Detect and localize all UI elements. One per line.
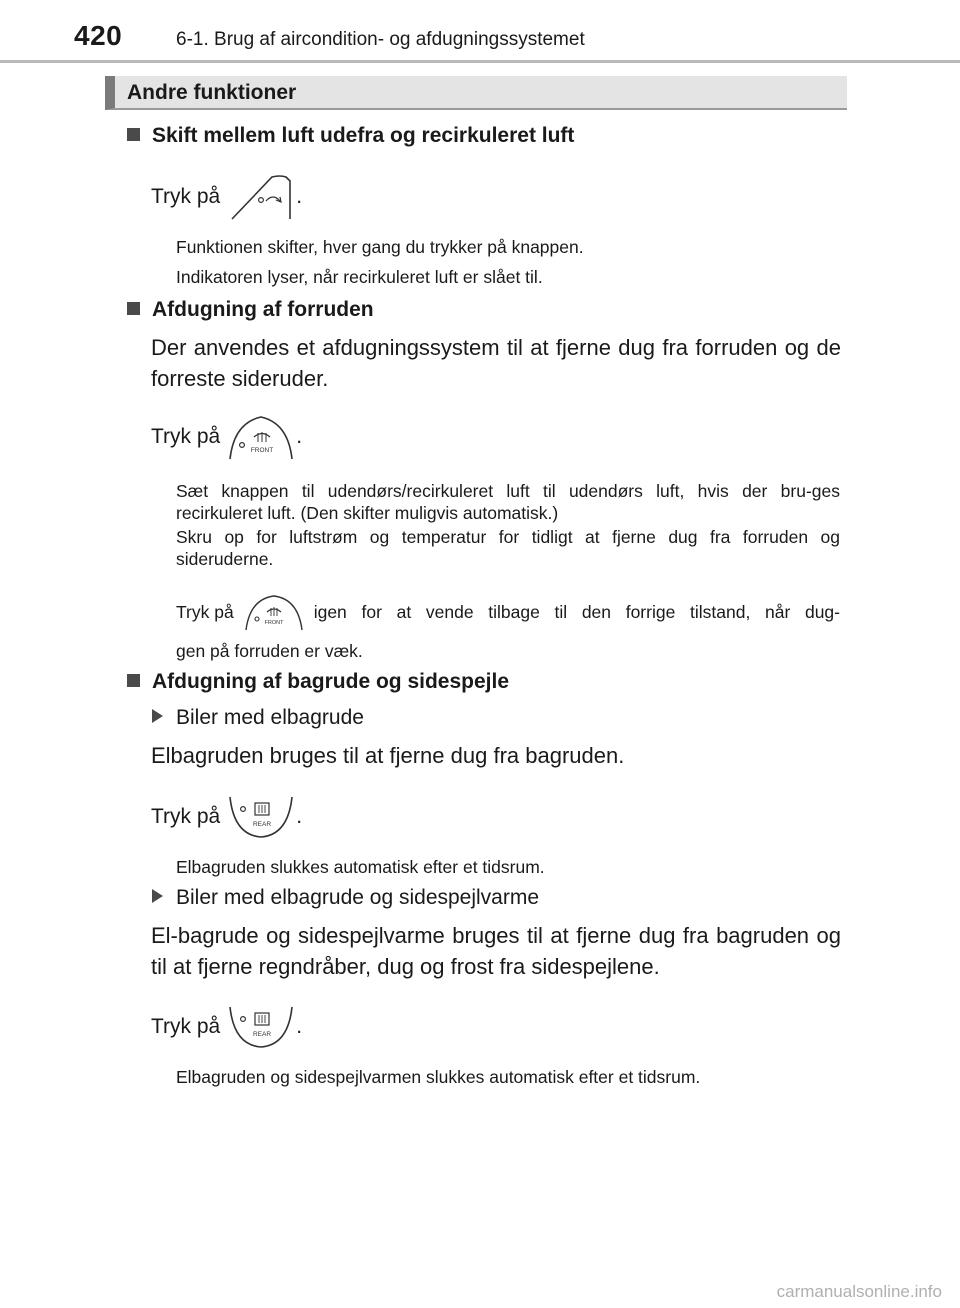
windshield-note-3: Tryk på FRONT igen for at vende tilbage til den forrige tilstand, når dug-	[176, 592, 840, 632]
square-bullet-icon	[127, 674, 140, 687]
rear-button-label: REAR	[253, 821, 272, 828]
rear-heading: Afdugning af bagrude og sidespejle	[127, 670, 509, 694]
front-button-label: FRONT	[264, 620, 284, 626]
square-bullet-icon	[127, 128, 140, 141]
front-defrost-button-icon	[228, 413, 294, 461]
windshield-note-1: Sæt knappen til udendørs/recirkuleret luft til udendørs luft, hvis der bru-ges recirkuleret luft. (Den skifter muligvis automatisk.)	[176, 481, 840, 523]
rear-sub1-press-line: Tryk på REAR .	[151, 794, 302, 840]
rear-sub2-press-line: Tryk på REAR .	[151, 1004, 302, 1050]
windshield-heading: Afdugning af forruden	[127, 298, 374, 322]
watermark: carmanualsonline.info	[776, 1282, 942, 1301]
rear-defrost-button-icon	[228, 1005, 294, 1049]
rear-sub1-note: Elbagruden slukkes automatisk efter et tidsrum.	[176, 857, 545, 877]
recirculation-button-icon	[228, 173, 294, 221]
triangle-bullet-icon	[152, 889, 163, 903]
windshield-note-3-end: gen på forruden er væk.	[176, 641, 363, 661]
rear-defrost-button-icon	[228, 795, 294, 839]
rear-button-label: REAR	[253, 1031, 272, 1038]
rear-sub1-body: Elbagruden bruges til at fjerne dug fra bagruden.	[151, 743, 625, 768]
page-number: 420	[74, 20, 123, 51]
windshield-note-2: Skru op for luftstrøm og temperatur for tidligt at fjerne dug fra forruden og sideruderne.	[176, 527, 840, 569]
front-defrost-button-icon	[244, 593, 304, 631]
triangle-bullet-icon	[152, 709, 163, 723]
header-rule	[0, 60, 960, 63]
rear-sub2-title: Biler med elbagrude og sidespejlvarme	[152, 886, 539, 910]
square-bullet-icon	[127, 302, 140, 315]
section-header	[105, 76, 847, 110]
windshield-body: Der anvendes et afdugningssystem til at fjerne dug fra forruden og de forreste sideruder.	[151, 335, 841, 391]
recirc-press-line: Tryk på .	[151, 172, 302, 222]
recirc-note-1: Funktionen skifter, hver gang du trykker på knappen.	[176, 237, 584, 257]
rear-sub2-note: Elbagruden og sidespejlvarmen slukkes automatisk efter et tidsrum.	[176, 1067, 701, 1087]
rear-sub1-title: Biler med elbagrude	[152, 706, 364, 730]
recirc-heading: Skift mellem luft udefra og recirkuleret luft	[127, 124, 574, 148]
rear-sub2-body: El-bagrude og sidespejlvarme bruges til at fjerne dug fra bagruden og til at fjerne regndråber, dug og frost fra sidespejlene.	[151, 923, 841, 979]
windshield-press-line: Tryk på FRONT .	[151, 412, 302, 462]
front-button-label: FRONT	[251, 447, 274, 454]
section-title: Andre funktioner	[127, 81, 297, 104]
recirc-note-2: Indikatoren lyser, når recirkuleret luft er slået til.	[176, 267, 543, 287]
chapter-title: 6-1. Brug af aircondition- og afdugningssystemet	[176, 29, 585, 50]
